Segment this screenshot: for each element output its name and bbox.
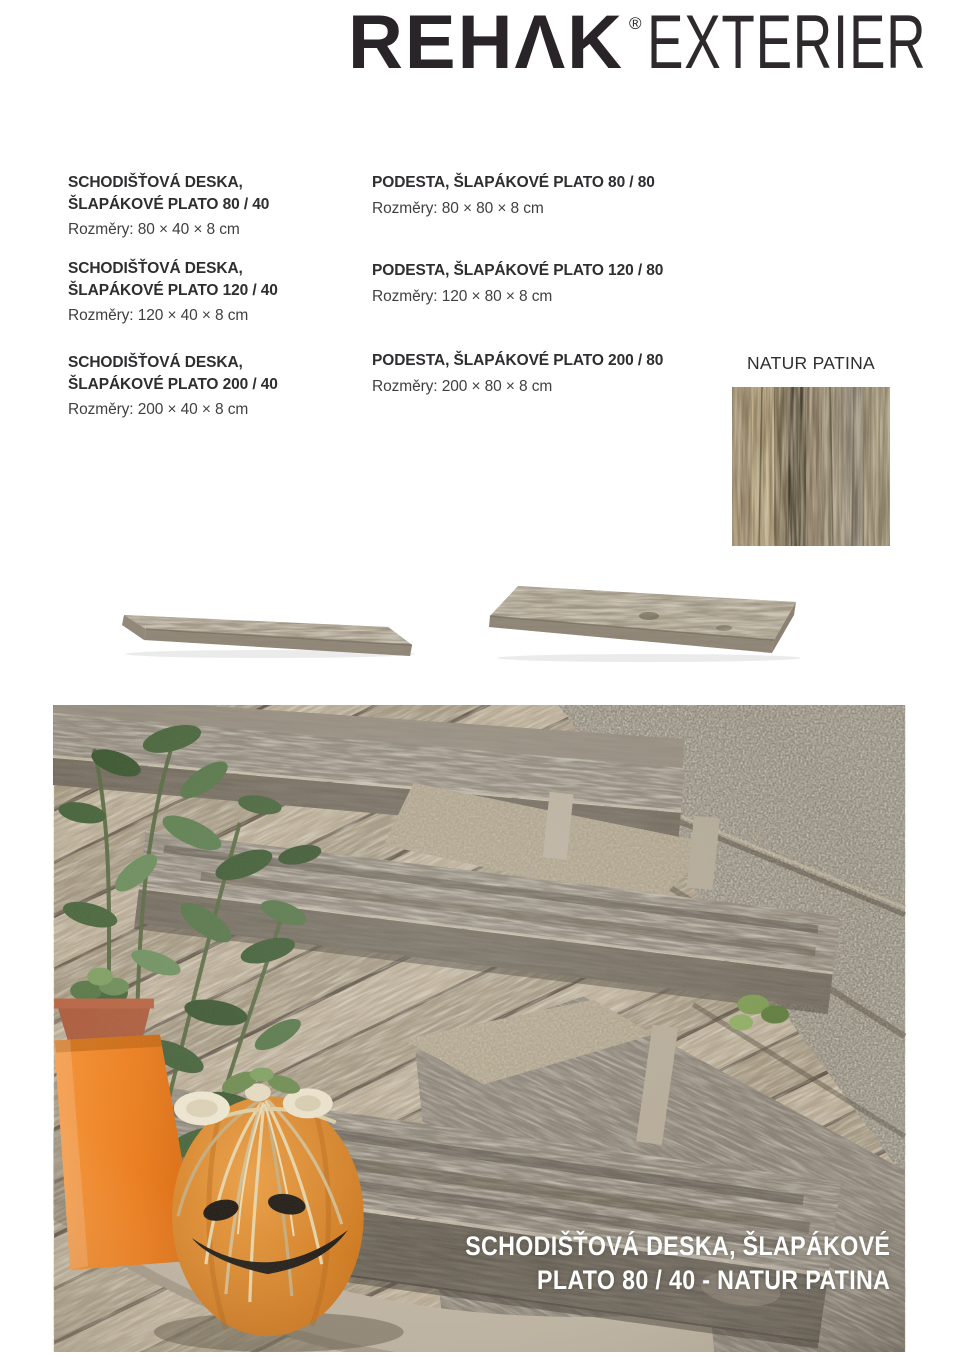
product-item [372, 172, 655, 219]
product-item [372, 260, 663, 307]
photo-caption [465, 1229, 890, 1297]
plank-render-80-40 [110, 597, 420, 659]
logo-suffix-text: EXTERIER [647, 0, 927, 85]
product-title: PODESTA, ŠLAPÁKOVÉ PLATO 200 / 80 [372, 352, 664, 369]
product-item [68, 172, 269, 241]
logo-brand-text: REHΛK [348, 0, 625, 85]
product-title: PODESTA, ŠLAPÁKOVÉ PLATO 120 / 80 [372, 262, 664, 279]
photo-caption-line2: PLATO 80 / 40 - NATUR PATINA [536, 1265, 890, 1295]
product-title: PODESTA, ŠLAPÁKOVÉ PLATO 80 / 80 [372, 174, 655, 191]
stair-tread-photo [53, 705, 906, 1352]
brand-logo [348, 0, 930, 85]
product-dimensions: Rozměry: 80 × 80 × 8 cm [372, 199, 544, 217]
product-item [68, 258, 278, 327]
product-dimensions: Rozměry: 200 × 80 × 8 cm [372, 377, 553, 395]
plank-render-80-80 [484, 576, 812, 664]
product-dimensions: Rozměry: 120 × 80 × 8 cm [372, 287, 553, 305]
product-dimensions: Rozměry: 120 × 40 × 8 cm [68, 307, 249, 324]
product-title: SCHODIŠŤOVÁ DESKA, ŠLAPÁKOVÉ PLATO 200 / 40 [68, 354, 278, 393]
product-title: SCHODIŠŤOVÁ DESKA, ŠLAPÁKOVÉ PLATO 80 / 40 [68, 174, 270, 213]
product-title: SCHODIŠŤOVÁ DESKA, ŠLAPÁKOVÉ PLATO 120 / 40 [68, 260, 278, 299]
natur-patina-swatch-image [732, 387, 890, 546]
product-item [68, 352, 278, 421]
registered-trademark-icon: ® [629, 14, 642, 33]
photo-caption-line1: SCHODIŠŤOVÁ DESKA, ŠLAPÁKOVÉ [464, 1231, 890, 1261]
finish-label: NATUR PATINA [746, 353, 876, 373]
product-dimensions: Rozměry: 80 × 40 × 8 cm [68, 221, 240, 238]
product-item [372, 350, 663, 397]
product-dimensions: Rozměry: 200 × 40 × 8 cm [68, 401, 249, 418]
